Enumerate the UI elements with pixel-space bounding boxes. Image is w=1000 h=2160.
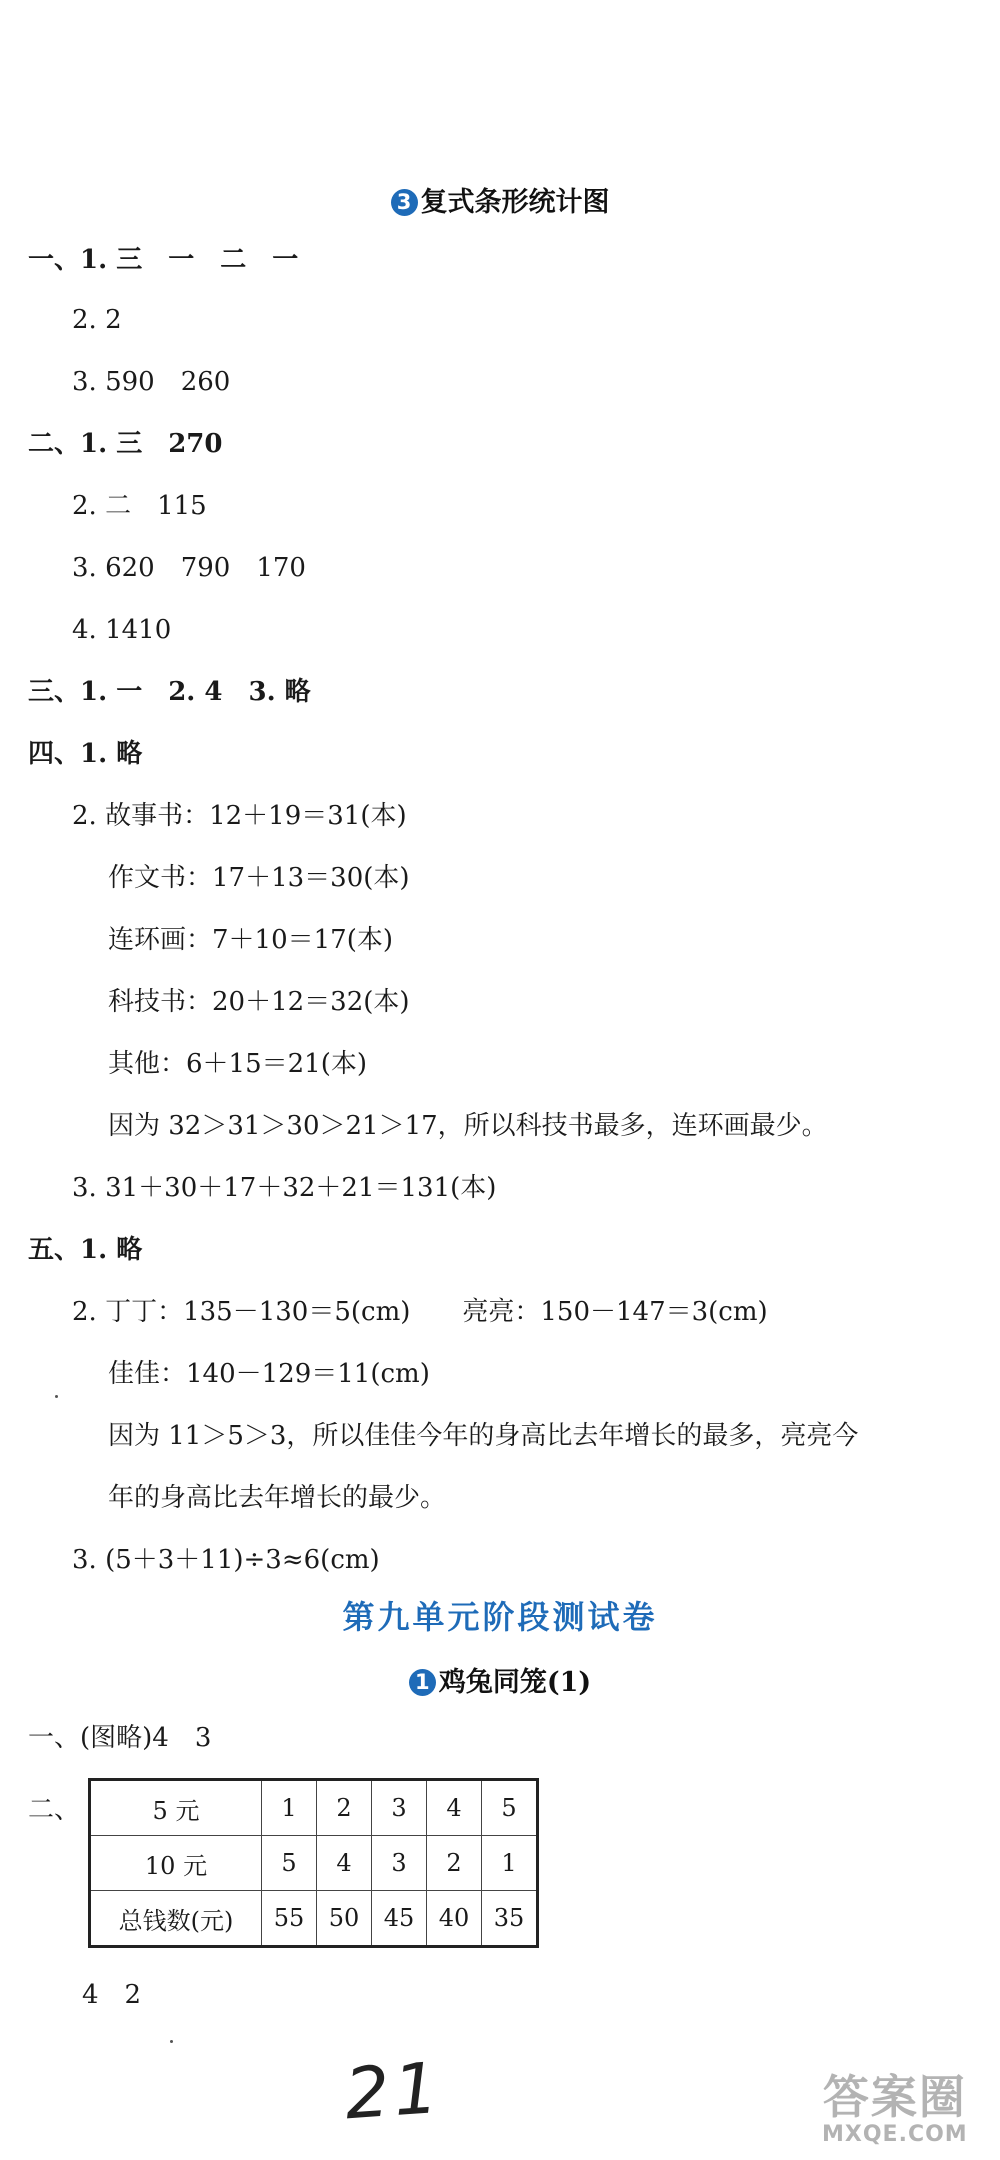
- answer-line: 五、1. 略: [28, 1235, 143, 1265]
- table-cell: 55: [262, 1891, 317, 1947]
- watermark-url: MXQE.COM: [822, 2122, 968, 2147]
- unit-title-text: 第九单元阶段测试卷: [342, 1598, 658, 1636]
- answer-line: 连环画：7＋10＝17(本): [108, 925, 393, 955]
- table-row: [90, 1836, 538, 1891]
- answer-line: 3. 620 790 170: [72, 553, 306, 583]
- answer-line: 2. 2: [72, 305, 122, 335]
- answer-line: 3. (5＋3＋11)÷3≈6(cm): [72, 1545, 380, 1575]
- table-cell: 2: [427, 1836, 482, 1891]
- answer-line: 2. 丁丁：135－130＝5(cm) 亮亮：150－147＝3(cm): [72, 1297, 768, 1327]
- number-badge-icon: 1: [409, 1669, 436, 1696]
- section-title-text: 复式条形统计图: [420, 187, 610, 218]
- table-cell: 1: [482, 1836, 538, 1891]
- unit-title: [0, 1592, 1000, 1638]
- watermark-icon: 答案圈: [822, 2070, 967, 2124]
- table-cell: 3: [372, 1836, 427, 1891]
- table-cell: 1: [262, 1780, 317, 1836]
- table-cell: 5: [482, 1780, 538, 1836]
- answer-line: 4. 1410: [72, 615, 172, 645]
- answer-line: 三、1. 一 2. 4 3. 略: [28, 677, 311, 707]
- answer-line: 科技书：20＋12＝32(本): [108, 987, 410, 1017]
- number-badge-icon: 3: [391, 189, 418, 216]
- table-row: [90, 1780, 538, 1836]
- handwritten-page-number: 21: [342, 2046, 445, 2136]
- answer-line: 一、(图略)4 3: [28, 1723, 212, 1753]
- answer-line: 二、1. 三 270: [28, 429, 223, 459]
- table-cell: 3: [372, 1780, 427, 1836]
- table-cell: 4: [427, 1780, 482, 1836]
- answer-line: 因为 32＞31＞30＞21＞17，所以科技书最多，连环画最少。: [108, 1111, 828, 1141]
- table-row-header: 总钱数(元): [90, 1891, 262, 1947]
- table-row: [90, 1891, 538, 1947]
- table-row-header: 10 元: [90, 1836, 262, 1891]
- answer-line: 年的身高比去年增长的最少。: [108, 1483, 447, 1513]
- answer-line: 一、1. 三 一 二 一: [28, 245, 299, 275]
- answer-line: 因为 11＞5＞3，所以佳佳今年的身高比去年增长的最多，亮亮今: [108, 1421, 859, 1451]
- table-cell: 50: [317, 1891, 372, 1947]
- answer-line: 4 2: [82, 1980, 142, 2010]
- section-title-chicken-rabbit: [0, 1660, 1000, 1699]
- table-cell: 2: [317, 1780, 372, 1836]
- answer-line-label: 二、: [28, 1795, 81, 1825]
- answer-line: 佳佳：140－129＝11(cm): [108, 1359, 430, 1389]
- table-cell: 35: [482, 1891, 538, 1947]
- answer-line: 其他：6＋15＝21(本): [108, 1049, 367, 1079]
- table-cell: 4: [317, 1836, 372, 1891]
- answer-line: 作文书：17＋13＝30(本): [108, 863, 410, 893]
- table-cell: 45: [372, 1891, 427, 1947]
- answer-line: 2. 二 115: [72, 491, 207, 521]
- table-cell: 40: [427, 1891, 482, 1947]
- answer-line: 四、1. 略: [28, 739, 143, 769]
- answer-line: 3. 31＋30＋17＋32＋21＝131(本): [72, 1173, 497, 1203]
- table-cell: 5: [262, 1836, 317, 1891]
- print-speck: [170, 2040, 173, 2043]
- print-speck: [55, 1395, 58, 1398]
- answer-line: 2. 故事书：12＋19＝31(本): [72, 801, 407, 831]
- table-row-header: 5 元: [90, 1780, 262, 1836]
- section-title-bar-chart: [0, 180, 1000, 219]
- watermark-logo: [822, 2072, 968, 2147]
- coin-combination-table: [88, 1778, 539, 1948]
- section-title-text: 鸡兔同笼(1): [438, 1667, 592, 1698]
- answer-line: 3. 590 260: [72, 367, 231, 397]
